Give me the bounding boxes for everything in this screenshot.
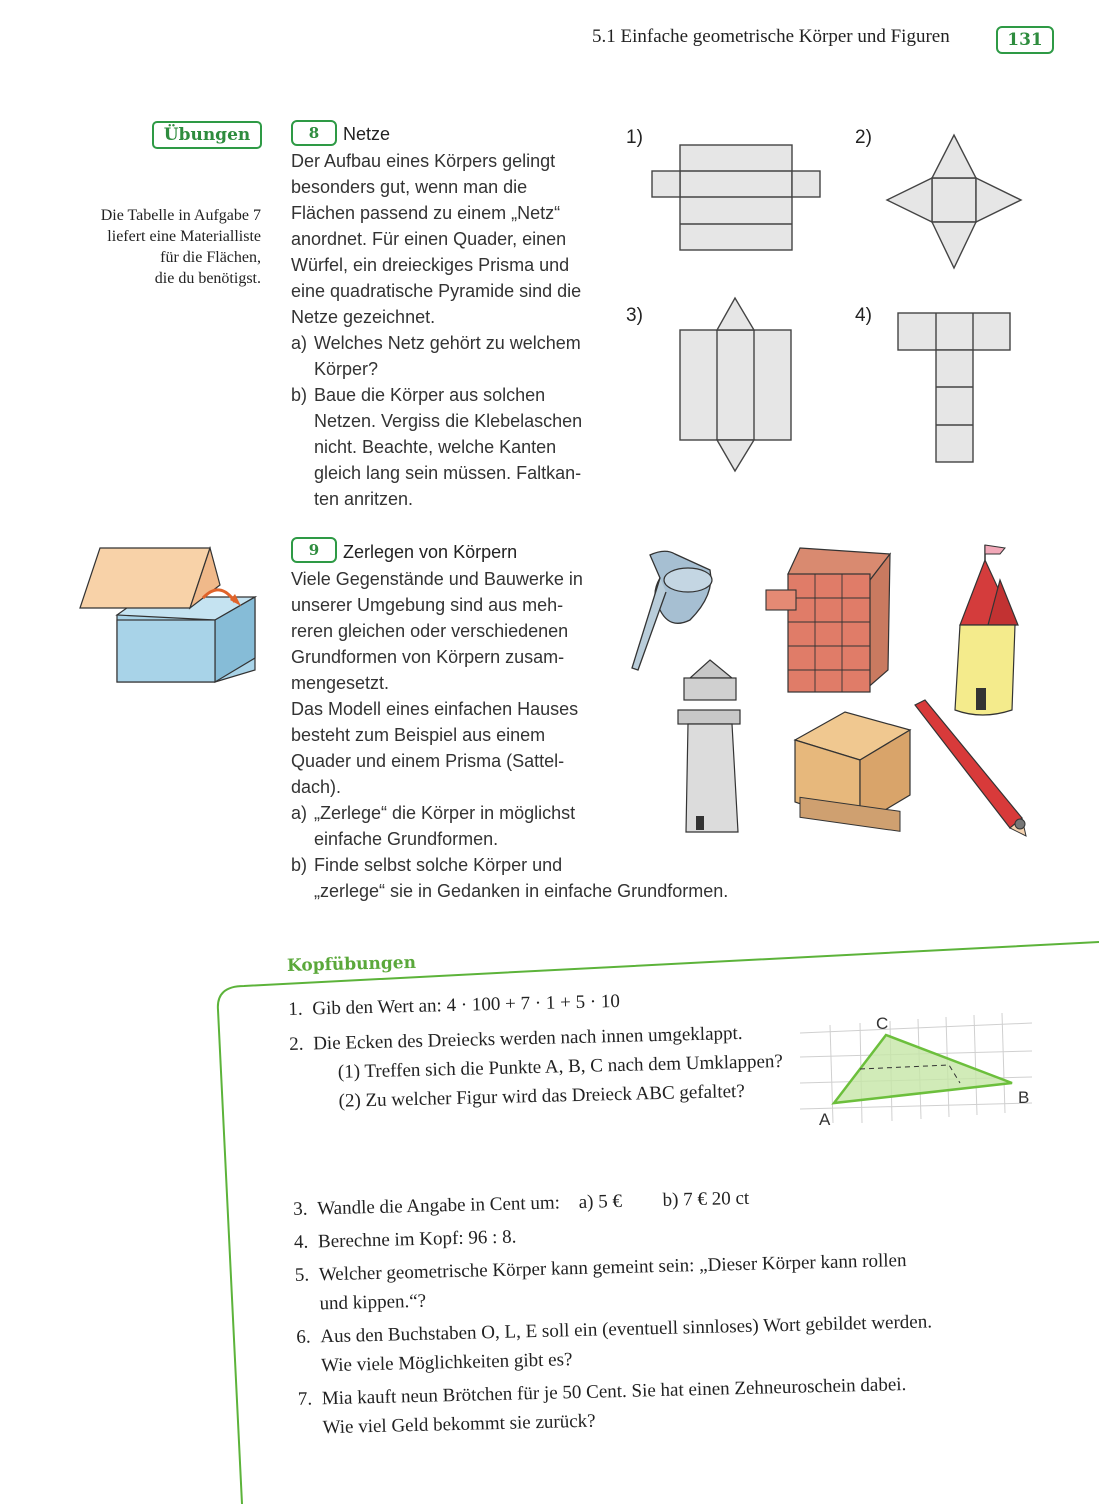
section-title: 5.1 Einfache geometrische Körper und Figuren — [592, 26, 950, 47]
text-line: Netze gezeichnet. — [291, 307, 436, 327]
lighthouse-icon — [678, 660, 740, 832]
text-line: „Zerlege“ die Körper in möglichst — [314, 803, 576, 823]
question-number: 3. — [292, 1198, 308, 1220]
text-line: Das Modell eines einfachen Hauses — [291, 699, 579, 719]
exercise-8-number: 8 — [291, 120, 337, 146]
net-1-cuboid — [652, 145, 820, 250]
cabinet-icon — [766, 548, 890, 692]
house-decomposition-figure — [75, 540, 265, 688]
exercise-9-number: 9 — [291, 537, 337, 563]
question-text: Gib den Wert an: 4 · 100 + 7 · 1 + 5 · 10 — [312, 990, 621, 1020]
triangle-grid-figure — [800, 995, 1040, 1130]
text-line: anordnet. Für einen Quader, einen — [291, 229, 567, 249]
answer-option-b: b) 7 € 20 ct — [662, 1187, 750, 1211]
text-line: nicht. Beachte, welche Kanten — [314, 437, 557, 457]
side-note-line: Die Tabelle in Aufgabe 7 — [100, 207, 261, 224]
side-note-line: für die Flächen, — [160, 249, 261, 266]
text-line: gleich lang sein müssen. Faltkan- — [314, 463, 582, 483]
text-line: Körper? — [314, 359, 379, 379]
question-number: 5. — [294, 1264, 310, 1286]
text-line: dach). — [291, 777, 342, 797]
text-line: Finde selbst solche Körper und — [314, 855, 563, 875]
text-line: reren gleichen oder verschiedenen — [291, 621, 569, 641]
question-subitem: (1) Treffen sich die Punkte A, B, C nach dem Umklappen? — [337, 1050, 784, 1083]
question-text: Wie viel Geld bekommt sie zurück? — [322, 1410, 596, 1439]
text-line: Viele Gegenstände und Bauwerke in — [291, 569, 583, 589]
text-line: Grundformen von Körpern zusam- — [291, 647, 565, 667]
answer-option-a: a) 5 € — [578, 1190, 623, 1213]
net-2-pyramid — [887, 135, 1021, 268]
net-label-4: 4) — [855, 305, 872, 326]
vertex-label-b: B — [1018, 1088, 1030, 1107]
net-label-2: 2) — [855, 127, 872, 148]
text-line: Der Aufbau eines Körpers gelingt — [291, 151, 556, 171]
nets-figure — [640, 125, 1040, 475]
vertex-label-a: A — [819, 1110, 831, 1129]
text-line: besteht zum Beispiel aus einem — [291, 725, 546, 745]
task-b — [291, 382, 611, 512]
question-number: 2. — [288, 1033, 304, 1055]
text-line: Netzen. Vergiss die Klebelaschen — [314, 411, 583, 431]
question-number: 7. — [297, 1388, 313, 1410]
text-line: Flächen passend zu einem „Netz“ — [291, 203, 561, 223]
pencil-icon — [915, 700, 1026, 836]
question-text: Mia kauft neun Brötchen für je 50 Cent. Sie hat einen Zehneuroschein dabei. — [321, 1374, 907, 1410]
question-text: Berechne im Kopf: 96 : 8. — [317, 1226, 517, 1253]
question-text: und kippen.“? — [319, 1290, 427, 1315]
side-note — [40, 205, 261, 289]
text-line: ten anritzen. — [314, 489, 414, 509]
task-b — [291, 852, 771, 904]
objects-illustration — [620, 540, 1035, 840]
exercise-8-text — [291, 148, 611, 512]
net-3-prism — [680, 298, 791, 471]
text-line: einfache Grundformen. — [314, 829, 499, 849]
text-line: Würfel, ein dreieckiges Prisma und — [291, 255, 570, 275]
question-text: Welcher geometrische Körper kann gemeint sein: „Dieser Körper kann rollen — [318, 1249, 907, 1286]
kopfuebungen-title: Kopfübungen — [286, 952, 417, 976]
page-number: 131 — [996, 26, 1054, 54]
text-line: „zerlege“ sie in Gedanken in einfache Grundformen. — [314, 881, 729, 901]
funnel-icon — [632, 551, 712, 670]
pallet-icon — [795, 712, 910, 831]
tower-icon — [955, 545, 1018, 715]
question-text: Aus den Buchstaben O, L, E soll ein (eventuell sinnloses) Wort gebildet werden. — [320, 1311, 933, 1348]
text-line: Welches Netz gehört zu welchem — [314, 333, 581, 353]
side-note-line: liefert eine Materialliste — [107, 228, 261, 245]
net-4-cube — [898, 313, 1010, 462]
exercise-8-title: Netze — [343, 124, 391, 144]
question-text: Wie viele Möglichkeiten gibt es? — [320, 1349, 573, 1377]
text-line: Quader und einem Prisma (Sattel- — [291, 751, 565, 771]
task-label: a) — [291, 333, 308, 353]
task-label: b) — [291, 385, 308, 405]
uebungen-tag: Übungen — [152, 121, 262, 149]
text-line: eine quadratische Pyramide sind die — [291, 281, 582, 301]
text-line: unserer Umgebung sind aus meh- — [291, 595, 564, 615]
task-a — [291, 330, 611, 382]
text-line: besonders gut, wenn man die — [291, 177, 528, 197]
vertex-label-c: C — [876, 1014, 889, 1033]
text-line: mengesetzt. — [291, 673, 390, 693]
text-line: Baue die Körper aus solchen — [314, 385, 546, 405]
question-number: 6. — [296, 1326, 311, 1348]
question-text: Die Ecken des Dreiecks werden nach innen umgeklappt. — [312, 1022, 743, 1055]
side-note-line: die du benötigst. — [154, 270, 261, 287]
net-label-1: 1) — [626, 127, 643, 148]
task-label: a) — [291, 803, 308, 823]
net-label-3: 3) — [626, 305, 643, 326]
question-subitem: (2) Zu welcher Figur wird das Dreieck ABC gefaltet? — [338, 1080, 746, 1112]
question-number: 4. — [293, 1231, 309, 1253]
exercise-9-title: Zerlegen von Körpern — [343, 542, 518, 562]
task-label: b) — [291, 855, 308, 875]
question-text: Wandle die Angabe in Cent um: — [316, 1192, 561, 1220]
question-number: 1. — [288, 998, 303, 1020]
